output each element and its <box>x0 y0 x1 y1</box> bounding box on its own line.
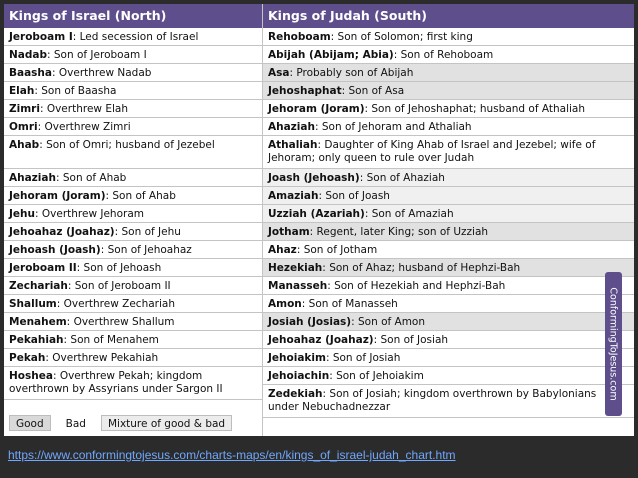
legend <box>9 415 240 431</box>
king-description: Overthrew Pekah; kingdom overthrown by Assyrians under Sargon II <box>9 370 223 395</box>
judah-king-row: Jotham: Regent, later King; son of Uzziah <box>263 223 634 241</box>
israel-king-row: Omri: Overthrew Zimri <box>4 118 262 136</box>
watermark-text: ConformingToJesus.com <box>607 287 619 401</box>
king-name: Pekahiah <box>9 334 64 346</box>
king-name: Jeroboam II <box>9 262 77 274</box>
israel-king-row: Jehoash (Joash): Son of Jehoahaz <box>4 241 262 259</box>
king-name: Zimri <box>9 103 40 115</box>
king-name: Jehoram (Joram) <box>9 190 106 202</box>
israel-king-row: Jeroboam II: Son of Jehoash <box>4 259 262 277</box>
king-description: Son of Amon <box>357 316 426 328</box>
judah-king-row: Jehoshaphat: Son of Asa <box>263 82 634 100</box>
king-description: Son of Amaziah <box>371 208 454 220</box>
king-name: Nadab <box>9 49 47 61</box>
king-description: Son of Asa <box>348 85 405 97</box>
king-name: Baasha <box>9 67 52 79</box>
king-name: Jotham <box>268 226 310 238</box>
israel-king-row: Nadab: Son of Jeroboam I <box>4 46 262 64</box>
judah-king-row: Asa: Probably son of Abijah <box>263 64 634 82</box>
king-name: Jehoshaphat <box>268 85 342 97</box>
king-description: Daughter of King Ahab of Israel and Jezebel; wife of Jehoram; only queen to rule over Judah <box>268 139 596 164</box>
israel-king-row: Jeroboam I: Led secession of Israel <box>4 28 262 46</box>
king-description: Regent, later King; son of Uzziah <box>316 226 489 238</box>
king-description: Overthrew Shallum <box>73 316 175 328</box>
judah-king-row: Amon: Son of Manasseh <box>263 295 634 313</box>
king-name: Zedekiah <box>268 388 323 400</box>
king-description: Son of Jehoram and Athaliah <box>321 121 472 133</box>
king-description: Son of Ahaziah <box>366 172 445 184</box>
king-name: Amaziah <box>268 190 319 202</box>
judah-king-row: Ahaziah: Son of Jehoram and Athaliah <box>263 118 634 136</box>
king-description: Son of Hezekiah and Hephzi-Bah <box>334 280 506 292</box>
king-name: Rehoboam <box>268 31 331 43</box>
king-name: Ahaziah <box>9 172 56 184</box>
king-name: Ahab <box>9 139 40 151</box>
judah-king-row: Amaziah: Son of Joash <box>263 187 634 205</box>
king-name: Menahem <box>9 316 67 328</box>
israel-king-row: Shallum: Overthrew Zechariah <box>4 295 262 313</box>
king-name: Amon <box>268 298 302 310</box>
king-description: Son of Ahaz; husband of Hephzi-Bah <box>329 262 521 274</box>
israel-king-row: Ahaziah: Son of Ahab <box>4 169 262 187</box>
king-name: Jehu <box>9 208 35 220</box>
king-description: Son of Josiah <box>380 334 449 346</box>
israel-king-row: Zechariah: Son of Jeroboam II <box>4 277 262 295</box>
king-description: Son of Josiah <box>332 352 401 364</box>
king-description: Son of Josiah; kingdom overthrown by Babylonians under Nebuchadnezzar <box>268 388 597 413</box>
king-name: Jehoram (Joram) <box>268 103 365 115</box>
king-description: Probably son of Abijah <box>296 67 414 79</box>
king-name: Pekah <box>9 352 46 364</box>
king-name: Hoshea <box>9 370 53 382</box>
king-description: Son of Jehoash <box>83 262 162 274</box>
king-description: Led secession of Israel <box>79 31 199 43</box>
judah-king-row: Hezekiah: Son of Ahaz; husband of Hephzi-Bah <box>263 259 634 277</box>
king-description: Son of Menahem <box>70 334 159 346</box>
king-description: Overthrew Zechariah <box>63 298 175 310</box>
israel-king-row: Pekahiah: Son of Menahem <box>4 331 262 349</box>
judah-king-row: Rehoboam: Son of Solomon; first king <box>263 28 634 46</box>
judah-king-row: Abijah (Abijam; Abia): Son of Rehoboam <box>263 46 634 64</box>
king-name: Jehoiachin <box>268 370 330 382</box>
judah-king-row: Jehoiachin: Son of Jehoiakim <box>263 367 634 385</box>
israel-king-row: Jehoahaz (Joahaz): Son of Jehu <box>4 223 262 241</box>
king-name: Manasseh <box>268 280 328 292</box>
king-description: Son of Jeroboam II <box>74 280 171 292</box>
king-name: Uzziah (Azariah) <box>268 208 365 220</box>
judah-king-row: Joash (Jehoash): Son of Ahaziah <box>263 169 634 187</box>
king-name: Abijah (Abijam; Abia) <box>268 49 394 61</box>
king-description: Son of Ahab <box>62 172 127 184</box>
judah-king-row: Athaliah: Daughter of King Ahab of Israel and Jezebel; wife of Jehoram; only queen to rule over Judah <box>263 136 634 169</box>
king-name: Zechariah <box>9 280 68 292</box>
king-description: Son of Jotham <box>303 244 378 256</box>
judah-column-header: Kings of Judah (South) <box>263 4 634 28</box>
king-description: Overthrew Jehoram <box>41 208 144 220</box>
israel-king-row: Elah: Son of Baasha <box>4 82 262 100</box>
king-name: Omri <box>9 121 38 133</box>
king-description: Son of Rehoboam <box>400 49 494 61</box>
king-description: Son of Joash <box>325 190 390 202</box>
judah-king-row: Uzziah (Azariah): Son of Amaziah <box>263 205 634 223</box>
israel-king-row: Ahab: Son of Omri; husband of Jezebel <box>4 136 262 169</box>
king-name: Jehoash (Joash) <box>9 244 101 256</box>
israel-king-row: Jehoram (Joram): Son of Ahab <box>4 187 262 205</box>
king-description: Son of Jeroboam I <box>53 49 147 61</box>
israel-king-row: Baasha: Overthrew Nadab <box>4 64 262 82</box>
king-description: Overthrew Elah <box>46 103 128 115</box>
king-name: Jehoahaz (Joahaz) <box>268 334 374 346</box>
king-description: Son of Jehu <box>121 226 181 238</box>
king-name: Hezekiah <box>268 262 323 274</box>
king-name: Joash (Jehoash) <box>268 172 360 184</box>
king-description: Son of Jehoshaphat; husband of Athaliah <box>371 103 585 115</box>
judah-king-row: Josiah (Josias): Son of Amon <box>263 313 634 331</box>
israel-king-row: Zimri: Overthrew Elah <box>4 100 262 118</box>
judah-king-row: Jehoiakim: Son of Josiah <box>263 349 634 367</box>
legend-bad: Bad <box>59 415 93 431</box>
king-name: Ahaziah <box>268 121 315 133</box>
watermark-badge <box>605 272 622 416</box>
king-name: Jehoiakim <box>268 352 326 364</box>
judah-king-row: Jehoram (Joram): Son of Jehoshaphat; husband of Athaliah <box>263 100 634 118</box>
king-description: Overthrew Pekahiah <box>52 352 159 364</box>
king-name: Jeroboam I <box>9 31 73 43</box>
judah-king-row: Jehoahaz (Joahaz): Son of Josiah <box>263 331 634 349</box>
israel-king-row: Menahem: Overthrew Shallum <box>4 313 262 331</box>
legend-mixed: Mixture of good & bad <box>101 415 232 431</box>
king-name: Jehoahaz (Joahaz) <box>9 226 115 238</box>
kings-chart <box>4 4 634 436</box>
king-description: Son of Omri; husband of Jezebel <box>46 139 215 151</box>
king-description: Son of Jehoahaz <box>107 244 192 256</box>
israel-column-header: Kings of Israel (North) <box>4 4 262 28</box>
israel-king-row: Jehu: Overthrew Jehoram <box>4 205 262 223</box>
source-link[interactable]: https://www.conformingtojesus.com/charts-maps/en/kings_of_israel-judah_chart.htm <box>8 448 456 462</box>
judah-king-row: Manasseh: Son of Hezekiah and Hephzi-Bah <box>263 277 634 295</box>
legend-good: Good <box>9 415 51 431</box>
judah-king-row: Zedekiah: Son of Josiah; kingdom overthrown by Babylonians under Nebuchadnezzar <box>263 385 634 418</box>
king-description: Son of Ahab <box>112 190 176 202</box>
king-name: Shallum <box>9 298 57 310</box>
king-description: Son of Jehoiakim <box>336 370 424 382</box>
king-name: Josiah (Josias) <box>268 316 352 328</box>
king-description: Son of Solomon; first king <box>337 31 473 43</box>
king-name: Athaliah <box>268 139 318 151</box>
israel-king-row: Hoshea: Overthrew Pekah; kingdom overthrown by Assyrians under Sargon II <box>4 367 262 400</box>
israel-king-row: Pekah: Overthrew Pekahiah <box>4 349 262 367</box>
king-description: Overthrew Nadab <box>58 67 152 79</box>
king-description: Son of Baasha <box>41 85 117 97</box>
judah-king-row: Ahaz: Son of Jotham <box>263 241 634 259</box>
king-name: Elah <box>9 85 35 97</box>
king-name: Ahaz <box>268 244 297 256</box>
king-name: Asa <box>268 67 290 79</box>
king-description: Son of Manasseh <box>308 298 398 310</box>
king-description: Overthrew Zimri <box>44 121 131 133</box>
